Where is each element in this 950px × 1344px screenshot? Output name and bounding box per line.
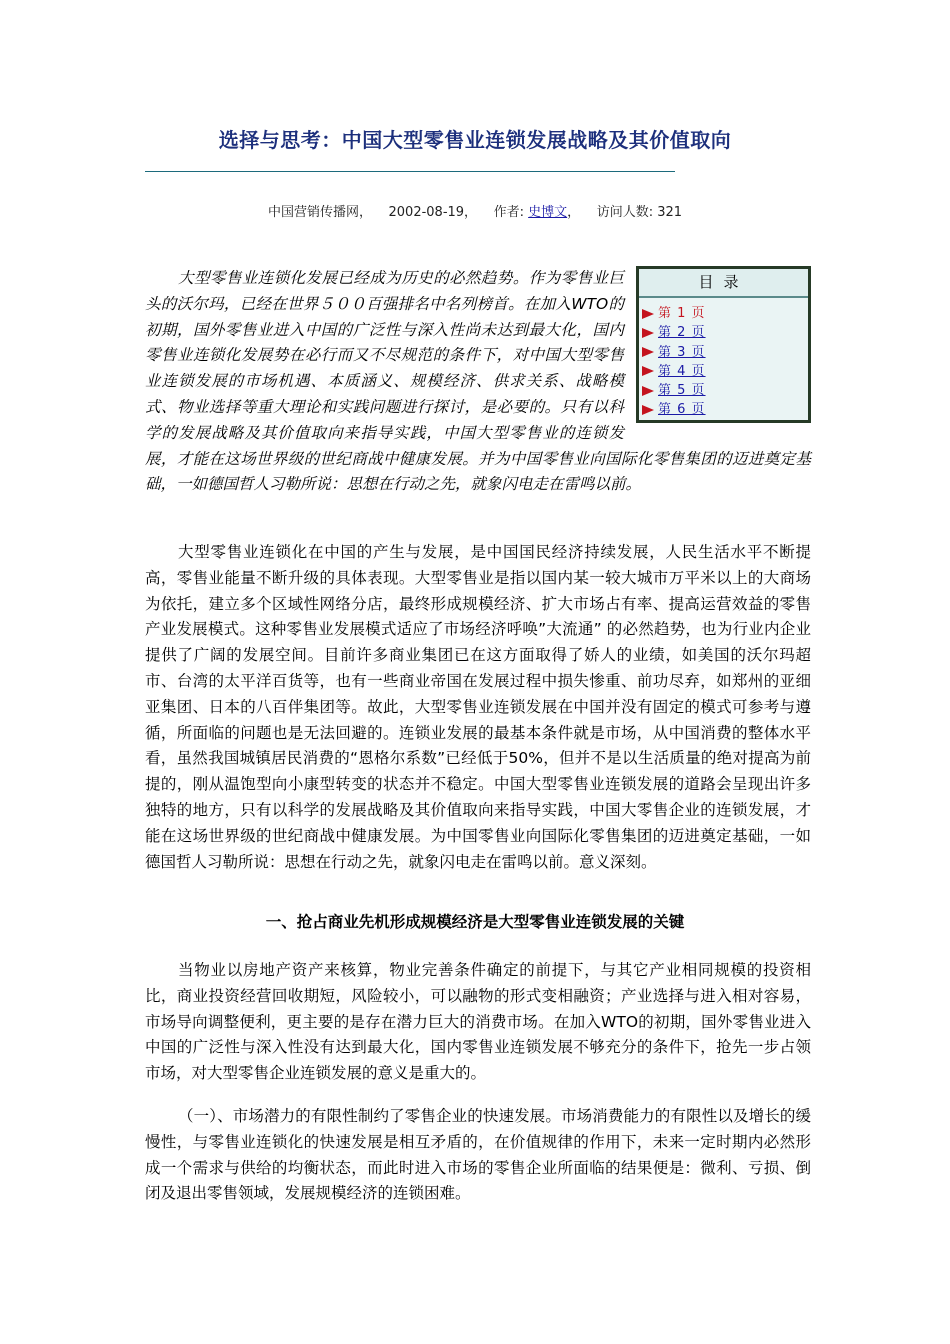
arrow-right-icon [642,347,654,357]
toc-link[interactable]: 第 6 页 [658,402,706,418]
article-title: 选择与思考：中国大型零售业连锁发展战略及其价值取向 [218,128,732,152]
toc-item[interactable] [639,381,808,400]
toc-link[interactable]: 第 4 页 [658,363,706,379]
visitors-label: 访问人数: [596,205,654,220]
intro-text: 大型零售业连锁化发展已经成为历史的必然趋势。作为零售业巨头的沃尔玛，已经在世界５００百强排名中名列榜首。在加入WTO的初期，国外零售业进入中国的广泛性与深入性尚未达到最大化，国内零售业连锁化发展势在必行而又不尽规范的条件下，对中国大型零售业连锁发展的市场机遇、本质涵义、规模经济、供求关系、战略模式、物业选择等重大理论和实践问题进行探讨，是必要的。只有以科学的发展战略及其价值取向来指导实践，中国大型零售业的连锁发展，才能在这场世界级的世纪商战中健康发展。并为中国零售业向国际化零售集团的迈进奠定基础，一如德国哲人习勒所说：思想在行动之先，就象闪电走在雷鸣以前。 [145,269,811,494]
author-suffix: ， [567,205,581,220]
publish-date: 2002-08-19， [388,205,478,220]
body-paragraph-1: 大型零售业连锁化在中国的产生与发展，是中国国民经济持续发展，人民生活水平不断提高，零售业能量不断升级的具体表现。大型零售业是指以国内某一较大城市万平米以上的大商场为依托，建立多个区域性网络分店，最终形成规模经济、扩大市场占有率、提高运营效益的零售产业发展模式。这种零售业发展模式适应了市场经济呼唤”大流通” 的必然趋势，也为行业内企业提供了广阔的发展空间。目前许多商业集团已在这方面取得了娇人的业绩，如美国的沃尔玛超市、台湾的太平洋百货等，也有一些商业帝国在发展过程中损失惨重、前功尽弃，如郑州的亚细亚集团、日本的八百伴集团等。故此，大型零售业连锁发展在中国并没有固定的模式可参考与遵循，所面临的问题也是无法回避的。连锁业发展的最基本条件就是市场，从中国消费的整体水平看，虽然我国城镇居民消费的“恩格尔系数”已经低于50%，但并不是以生活质量的绝对提高为前提的，刚从温饱型向小康型转变的状态并不稳定。中国大型零售业连锁发展的道路会呈现出许多独特的地方，只有以科学的发展战略及其价值取向来指导实践，中国大零售企业的连锁发展，才能在这场世界级的世纪商战中健康发展。为中国零售业向国际化零售集团的迈进奠定基础，一如德国哲人习勒所说：思想在行动之先，就象闪电走在雷鸣以前。意义深刻。 [145,543,811,871]
author-link[interactable]: 史博文 [528,205,568,220]
body-paragraph-2: 当物业以房地产资产来核算，物业完善条件确定的前提下，与其它产业相同规模的投资相比，商业投资经营回收期短，风险较小，可以融物的形式变相融资；产业选择与进入相对容易，市场导向调整便利，更主要的是存在潜力巨大的消费市场。在加入WTO的初期，国外零售业进入中国的广泛性与深入性没有达到最大化，国内零售业连锁发展不够充分的条件下，抢先一步占领市场，对大型零售企业连锁发展的意义是重大的。 [145,961,811,1083]
table-of-contents [636,266,811,423]
toc-link[interactable]: 第 1 页 [658,306,706,321]
article-meta [0,201,950,220]
author-label: 作者: [493,205,524,220]
toc-item[interactable] [639,323,808,342]
toc-item[interactable] [639,343,808,362]
arrow-right-icon [642,309,654,319]
toc-link[interactable]: 第 3 页 [658,344,706,360]
section-heading: 一、抢占商业先机形成规模经济是大型零售业连锁发展的关键 [265,913,685,931]
toc-item[interactable] [639,362,808,381]
toc-item[interactable] [639,304,808,323]
toc-heading: 目录 [639,269,808,298]
source-label: 中国营销传播网， [267,205,372,220]
body-paragraph-3: （一）、市场潜力的有限性制约了零售企业的快速发展。市场消费能力的有限性以及增长的缓慢性，与零售业连锁化的快速发展是相互矛盾的，在价值规律的作用下，未来一定时期内必然形成一个需求与供给的均衡状态，而此时进入市场的零售企业所面临的结果便是：微利、亏损、倒闭及退出零售领域，发展规模经济的连锁困难。 [145,1107,811,1203]
toc-item[interactable] [639,400,808,419]
arrow-right-icon [642,366,654,376]
title-divider [145,171,675,172]
arrow-right-icon [642,405,654,415]
visitor-count: 321 [657,205,683,220]
toc-link[interactable]: 第 2 页 [658,325,706,341]
arrow-right-icon [642,328,654,338]
toc-link[interactable]: 第 5 页 [658,383,706,399]
intro-paragraph [145,266,811,498]
toc-list [639,304,808,420]
arrow-right-icon [642,386,654,396]
